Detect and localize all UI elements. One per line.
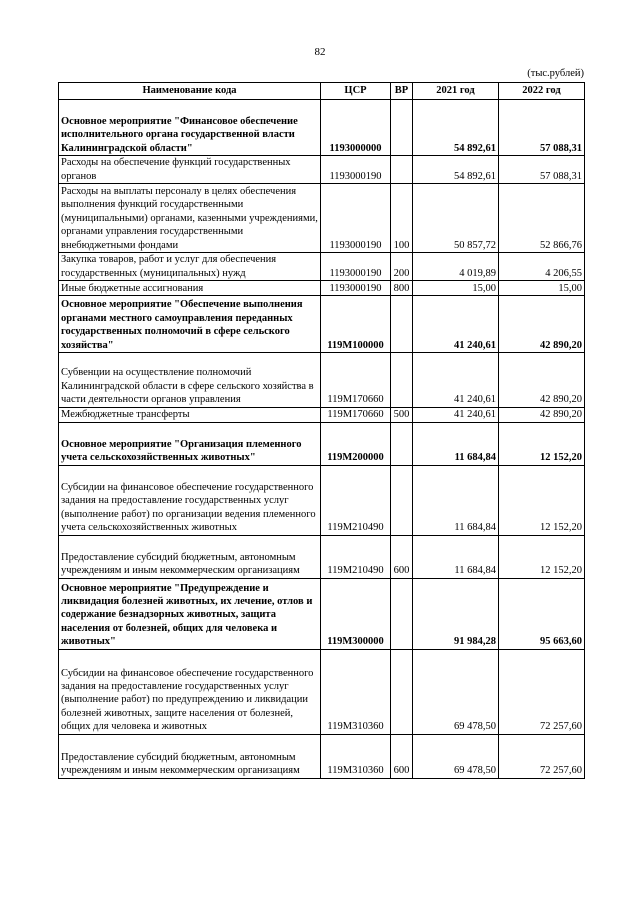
cell-2022: 42 890,20	[499, 353, 585, 408]
cell-2022: 52 866,76	[499, 184, 585, 253]
cell-vr	[391, 422, 413, 465]
column-header-2021: 2021 год	[413, 83, 499, 100]
column-header-csr: ЦСР	[321, 83, 391, 100]
table-row	[59, 253, 585, 281]
cell-2022: 57 088,31	[499, 100, 585, 156]
cell-name: Предоставление субсидий бюджетным, автономным учреждениям и иным некоммерческим организациям	[59, 535, 321, 578]
cell-vr	[391, 465, 413, 535]
table-body	[59, 100, 585, 779]
table-row-main-activity	[59, 578, 585, 649]
column-header-vr: ВР	[391, 83, 413, 100]
table-row	[59, 407, 585, 422]
table-row-main-activity	[59, 100, 585, 156]
cell-vr: 800	[391, 281, 413, 296]
cell-csr: 1193000190	[321, 281, 391, 296]
cell-2021: 54 892,61	[413, 100, 499, 156]
table-row	[59, 734, 585, 778]
cell-csr: 119M170660	[321, 407, 391, 422]
cell-csr: 119M310360	[321, 734, 391, 778]
cell-2021: 69 478,50	[413, 734, 499, 778]
cell-name: Расходы на обеспечение функций государственных органов	[59, 156, 321, 184]
table-row	[59, 353, 585, 408]
cell-csr: 119M210490	[321, 465, 391, 535]
cell-vr: 100	[391, 184, 413, 253]
cell-name: Субсидии на финансовое обеспечение государственного задания на предоставление государственных услуг (выполнение работ) по предупреждению и ликвидации болезней животных, защите населения от болезней, общих для человека и животных	[59, 649, 321, 734]
cell-2021: 54 892,61	[413, 156, 499, 184]
cell-vr: 200	[391, 253, 413, 281]
cell-vr: 600	[391, 734, 413, 778]
cell-csr: 119M170660	[321, 353, 391, 408]
cell-name: Основное мероприятие "Финансовое обеспечение исполнительного органа государственной власти Калининградской области"	[59, 100, 321, 156]
table-row	[59, 281, 585, 296]
cell-2021: 11 684,84	[413, 465, 499, 535]
table-row	[59, 649, 585, 734]
cell-vr	[391, 296, 413, 353]
cell-2022: 12 152,20	[499, 535, 585, 578]
table-row	[59, 465, 585, 535]
cell-name: Предоставление субсидий бюджетным, автономным учреждениям и иным некоммерческим организациям	[59, 734, 321, 778]
cell-2022: 4 206,55	[499, 253, 585, 281]
cell-2021: 11 684,84	[413, 422, 499, 465]
units-note: (тыс.рублей)	[527, 68, 584, 79]
cell-csr: 119M200000	[321, 422, 391, 465]
cell-2021: 41 240,61	[413, 353, 499, 408]
cell-name: Закупка товаров, работ и услуг для обеспечения государственных (муниципальных) нужд	[59, 253, 321, 281]
cell-2021: 15,00	[413, 281, 499, 296]
cell-name: Основное мероприятие "Обеспечение выполнения органами местного самоуправления переданных государственных полномочий в сфере сельского хозяйства"	[59, 296, 321, 353]
cell-2022: 15,00	[499, 281, 585, 296]
cell-csr: 119M210490	[321, 535, 391, 578]
cell-2021: 69 478,50	[413, 649, 499, 734]
column-header-2022: 2022 год	[499, 83, 585, 100]
cell-name: Субвенции на осуществление полномочий Калининградской области в сфере сельского хозяйства в части деятельности органов управления	[59, 353, 321, 408]
cell-name: Основное мероприятие "Организация племенного учета сельскохозяйственных животных"	[59, 422, 321, 465]
table-row-main-activity	[59, 422, 585, 465]
cell-name: Межбюджетные трансферты	[59, 407, 321, 422]
cell-2022: 57 088,31	[499, 156, 585, 184]
cell-csr: 119M310360	[321, 649, 391, 734]
table-row-main-activity	[59, 296, 585, 353]
cell-name: Расходы на выплаты персоналу в целях обеспечения выполнения функций государственными (муниципальными) органами, казенными учреждениями, органами управления государственными внебюджетными фондами	[59, 184, 321, 253]
cell-csr: 1193000190	[321, 253, 391, 281]
cell-2022: 72 257,60	[499, 734, 585, 778]
column-header-name: Наименование кода	[59, 83, 321, 100]
cell-csr: 119M300000	[321, 578, 391, 649]
cell-name: Субсидии на финансовое обеспечение государственного задания на предоставление государственных услуг (выполнение работ) по организации ведения племенного учета сельскохозяйственных животных	[59, 465, 321, 535]
cell-2021: 41 240,61	[413, 407, 499, 422]
table-row	[59, 535, 585, 578]
cell-csr: 1193000190	[321, 156, 391, 184]
cell-2021: 4 019,89	[413, 253, 499, 281]
cell-vr: 500	[391, 407, 413, 422]
cell-2021: 41 240,61	[413, 296, 499, 353]
cell-2022: 42 890,20	[499, 407, 585, 422]
table-header-row	[59, 83, 585, 100]
page-number: 82	[314, 46, 326, 58]
cell-vr	[391, 353, 413, 408]
cell-vr	[391, 156, 413, 184]
cell-2021: 11 684,84	[413, 535, 499, 578]
table-row	[59, 184, 585, 253]
cell-2021: 50 857,72	[413, 184, 499, 253]
table-row	[59, 156, 585, 184]
cell-2022: 95 663,60	[499, 578, 585, 649]
cell-vr	[391, 578, 413, 649]
cell-2021: 91 984,28	[413, 578, 499, 649]
cell-vr	[391, 649, 413, 734]
budget-table	[58, 82, 585, 779]
cell-2022: 12 152,20	[499, 465, 585, 535]
cell-name: Основное мероприятие "Предупреждение и ликвидация болезней животных, их лечение, отлов и содержание безнадзорных животных, защита населения от болезней, общих для человека и животных"	[59, 578, 321, 649]
cell-2022: 72 257,60	[499, 649, 585, 734]
cell-2022: 12 152,20	[499, 422, 585, 465]
cell-2022: 42 890,20	[499, 296, 585, 353]
cell-csr: 1193000190	[321, 184, 391, 253]
cell-name: Иные бюджетные ассигнования	[59, 281, 321, 296]
cell-csr: 119M100000	[321, 296, 391, 353]
cell-vr: 600	[391, 535, 413, 578]
cell-vr	[391, 100, 413, 156]
cell-csr: 1193000000	[321, 100, 391, 156]
